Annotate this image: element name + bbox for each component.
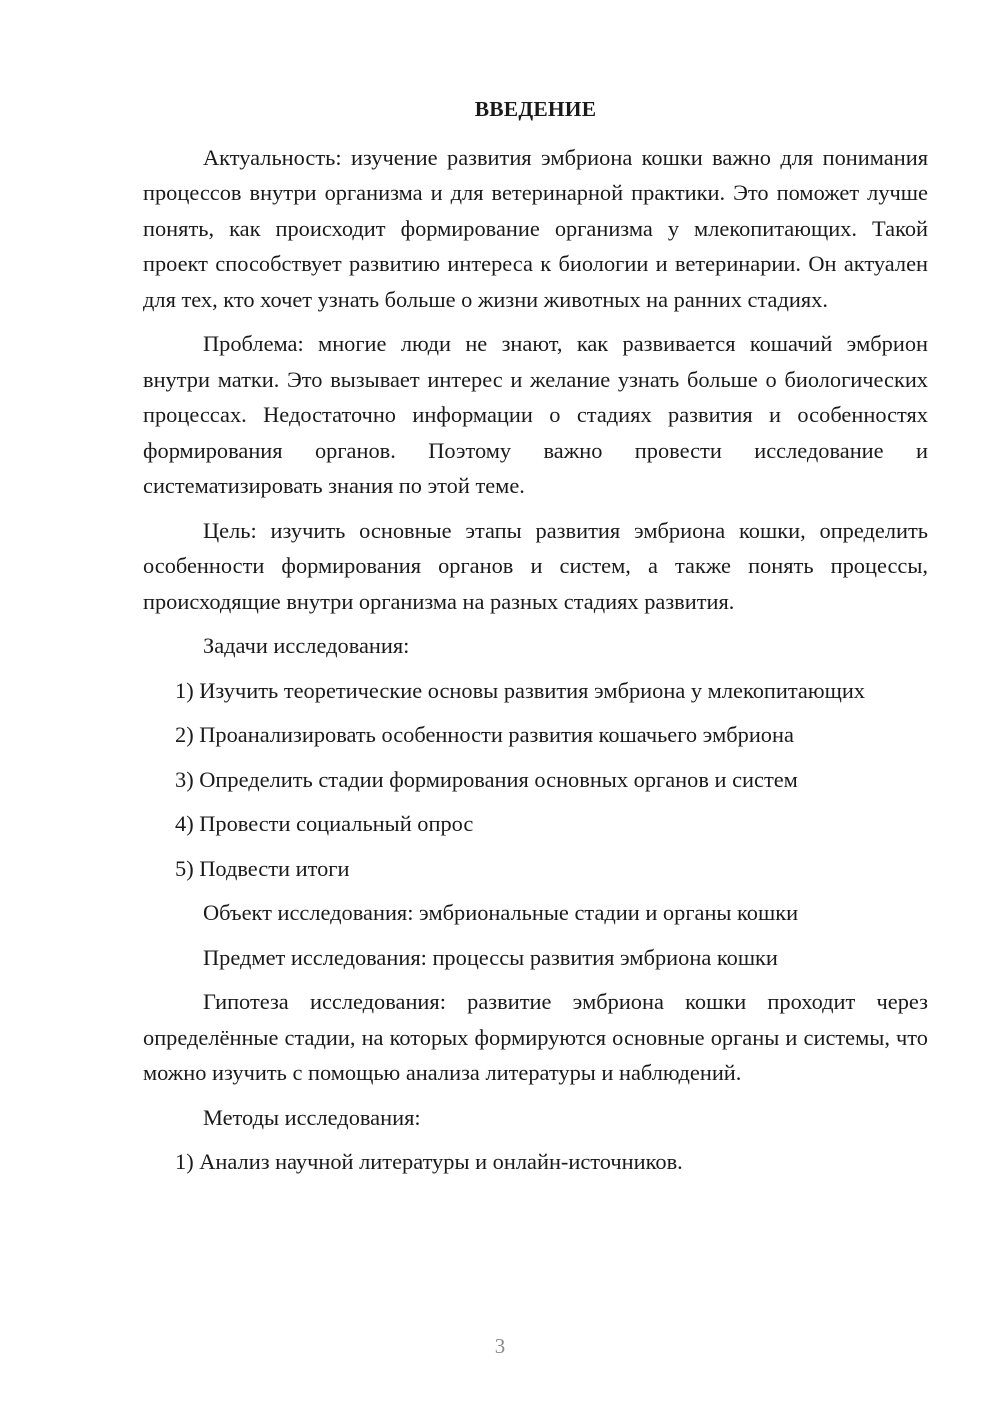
paragraph-problem: Проблема: многие люди не знают, как развивается кошачий эмбрион внутри матки. Это вызывает интерес и желание узнать больше о биологических процессах. Недостаточно информации о стадиях развития и особенностях формирования органов. Поэтому важно провести исследование и систематизировать знания по этой теме.	[143, 331, 928, 498]
task-item-4: 4) Провести социальный опрос	[175, 811, 474, 836]
research-subject: Предмет исследования: процессы развития эмбриона кошки	[203, 944, 778, 970]
task-item-5: 5) Подвести итоги	[175, 855, 350, 881]
task-item-2: 2) Проанализировать особенности развития кошачьего эмбриона	[175, 722, 794, 747]
task-item-3: 3) Определить стадии формирования основных органов и систем	[175, 766, 798, 792]
page-title: ВВЕДЕНИЕ	[474, 97, 597, 121]
paragraph-goal: Цель: изучить основные этапы развития эмбриона кошки, определить особенности формирования органов и систем, а также понять процессы, происходящие внутри организма на разных стадиях развития.	[143, 517, 928, 614]
method-item-1: 1) Анализ научной литературы и онлайн-источников.	[175, 1149, 683, 1174]
tasks-heading: Задачи исследования:	[203, 633, 410, 658]
task-item-1: 1) Изучить теоретические основы развития эмбриона у млекопитающих	[175, 677, 865, 703]
methods-heading: Методы исследования:	[203, 1104, 421, 1130]
page-number: 3	[494, 1334, 506, 1358]
paragraph-hypothesis: Гипотеза исследования: развитие эмбриона кошки проходит через определённые стадии, на которых формируются основные органы и системы, что можно изучить с помощью анализа литературы и наблюдений.	[143, 989, 928, 1085]
page-content	[143, 92, 928, 1189]
paragraph-relevance: Актуальность: изучение развития эмбриона кошки важно для понимания процессов внутри организма и для ветеринарной практики. Это поможет лучше понять, как происходит формирование организма у млекопитающих. Такой проект способствует развитию интереса к биологии и ветеринарии. Он актуален для тех, кто хочет узнать больше о жизни животных на ранних стадиях.	[143, 144, 928, 312]
research-object: Объект исследования: эмбриональные стадии и органы кошки	[203, 900, 799, 925]
